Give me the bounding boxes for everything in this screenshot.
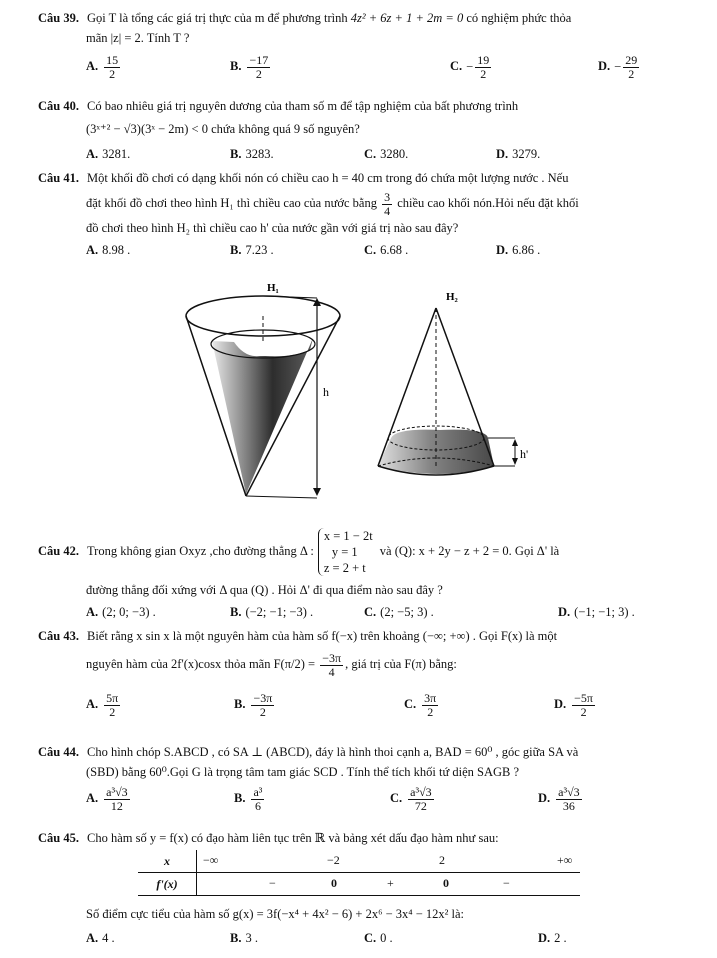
answer-options xyxy=(38,54,691,90)
option-b[interactable]: B. 7.23 . xyxy=(230,243,274,257)
question-text: Có bao nhiêu giá trị nguyên dương của tham số m để tập nghiệm của bất phương trình xyxy=(86,99,519,113)
cone-figure xyxy=(170,278,570,508)
option-d[interactable]: D. 2 . xyxy=(538,931,567,945)
question-42 xyxy=(38,526,691,619)
question-text: Biết rằng x sin x là một nguyên hàm của hàm số f(−x) trên khoảng (−∞; +∞) . Gọi F(x) là một xyxy=(86,629,558,643)
table-row-x: −∞ −2 2 +∞ xyxy=(203,853,573,867)
question-text: mãn |z| = 2. Tính T ? xyxy=(86,31,190,45)
option-b[interactable]: B. $\frac{-3\pi}{2}$ xyxy=(234,691,273,719)
option-a[interactable]: A. 4 . xyxy=(86,931,115,945)
question-number: Câu 42. xyxy=(38,544,79,558)
question-text: Cho hình chóp S.ABCD , có SA ⊥ (ABCD), đáy là hình thoi cạnh a, BAD = 60⁰ , góc giữa SA và xyxy=(86,745,579,759)
question-number: Câu 40. xyxy=(38,99,79,113)
option-d[interactable]: D. − $\frac{29}{2}$ xyxy=(598,53,638,81)
question-44 xyxy=(38,742,691,813)
option-c[interactable]: C. 3280. xyxy=(364,147,409,161)
cone-h1 xyxy=(186,282,340,498)
option-c[interactable]: C. − $\frac{19}{2}$ xyxy=(450,53,490,81)
option-b[interactable]: B. 3 . xyxy=(230,931,258,945)
option-b[interactable]: B. 3283. xyxy=(230,147,274,161)
question-text: nguyên hàm của 2f'(x)cosx thỏa mãn F(π/2) = xyxy=(86,657,316,671)
h2-label: H₂ xyxy=(446,291,458,303)
question-text: (3ˣ⁺² − √3)(3ˣ − 2m) < 0 chứa không quá 9 số nguyên? xyxy=(86,122,360,136)
table-head-x: x xyxy=(138,850,197,873)
question-text: Một khối đồ chơi có dạng khối nón có chiều cao h = 40 cm trong đó chứa một lượng nước . Nếu xyxy=(86,171,569,185)
question-text: (SBD) bằng 60⁰.Gọi G là trọng tâm tam giác SCD . Tính thể tích khối tứ diện SAGB ? xyxy=(86,765,520,779)
option-a[interactable]: A. 8.98 . xyxy=(86,243,131,257)
question-number: Câu 41. xyxy=(38,171,79,185)
question-text: đồ chơi theo hình H₂ thì chiều cao h' của nước gần với giá trị nào sau đây? xyxy=(86,221,459,235)
question-text: Gọi T là tổng các giá trị thực của m để phương trình xyxy=(86,11,348,25)
question-text: có nghiệm phức thỏa xyxy=(466,11,572,25)
question-43 xyxy=(38,626,691,719)
option-b[interactable]: B. $\frac{\text{a³}}{6}$ xyxy=(234,785,263,813)
question-number: Câu 44. xyxy=(38,745,79,759)
question-40 xyxy=(38,96,691,161)
answer-options xyxy=(38,144,691,164)
line-system: x = 1 − 2t y = 1 z = 2 + t xyxy=(318,528,373,576)
question-text: Trong không gian Oxyz ,cho đường thẳng Δ : xyxy=(86,544,314,558)
option-b[interactable]: B. (−2; −1; −3) . xyxy=(230,605,314,619)
question-number: Câu 45. xyxy=(38,831,79,845)
option-a[interactable]: A. $\frac{15}{2}$ xyxy=(86,53,119,81)
option-c[interactable]: C. (2; −5; 3) . xyxy=(364,605,434,619)
question-45 xyxy=(38,828,691,848)
hp-label: h' xyxy=(520,447,529,461)
cone-h2 xyxy=(378,291,528,475)
option-d[interactable]: D. 3279. xyxy=(496,147,541,161)
option-a[interactable]: A. 3281. xyxy=(86,147,131,161)
table-row-fprime: − 0 + 0 − xyxy=(269,876,510,890)
option-a[interactable]: A. $\frac{\text{a³√3}}{12}$ xyxy=(86,785,128,813)
answer-options xyxy=(38,240,691,260)
answer-options xyxy=(38,786,691,822)
question-text: Số điểm cực tiểu của hàm số g(x) = 3f(−x⁴ + 4x² − 6) + 2x⁶ − 3x⁴ − 12x² là: xyxy=(86,907,465,921)
question-41 xyxy=(38,168,691,257)
question-text: đặt khối đồ chơi theo hình H₁ thì chiều cao của nước bằng xyxy=(86,196,377,210)
fraction: $\frac{-3\pi}{4}$ xyxy=(322,650,342,679)
question-number: Câu 43. xyxy=(38,629,79,643)
question-text: và (Q): x + 2y − z + 2 = 0. Gọi Δ' là xyxy=(379,544,560,558)
option-c[interactable]: C. $\frac{\text{a³√3}}{72}$ xyxy=(390,785,432,813)
question-text: chiều cao khối nón.Hỏi nếu đặt khối xyxy=(397,196,579,210)
sign-table xyxy=(138,850,580,896)
equation: 4z² + 6z + 1 + 2m = 0 xyxy=(350,11,464,25)
option-d[interactable]: D. 6.86 . xyxy=(496,243,541,257)
question-text: , giá trị của F(π) bằng: xyxy=(345,657,457,671)
option-d[interactable]: D. $\frac{\text{a³√3}}{36}$ xyxy=(538,785,580,813)
option-c[interactable]: C. 0 . xyxy=(364,931,393,945)
question-45-cont xyxy=(38,904,691,945)
answer-options xyxy=(38,692,691,728)
question-text: Cho hàm số y = f(x) có đạo hàm liên tục trên ℝ và bảng xét dấu đạo hàm như sau: xyxy=(86,831,499,845)
table-head-fprime: f'(x) xyxy=(138,873,197,896)
option-c[interactable]: C. $\frac{3\pi}{2}$ xyxy=(404,691,437,719)
h1-label: H₁ xyxy=(267,282,279,294)
option-b[interactable]: B. $\frac{-17}{2}$ xyxy=(230,53,269,81)
question-39 xyxy=(38,8,691,81)
question-text: đường thẳng đối xứng với Δ qua (Q) . Hỏi Δ' đi qua điểm nào sau đây ? xyxy=(86,583,443,598)
h-label: h xyxy=(323,385,329,399)
option-c[interactable]: C. 6.68 . xyxy=(364,243,409,257)
fraction: $\frac{3}{4}$ xyxy=(384,189,391,218)
answer-options xyxy=(38,928,691,948)
option-a[interactable]: A. (2; 0; −3) . xyxy=(86,605,156,619)
option-d[interactable]: D. $\frac{-5\pi}{2}$ xyxy=(554,691,593,719)
option-d[interactable]: D. (−1; −1; 3) . xyxy=(558,605,635,619)
option-a[interactable]: A. $\frac{5\pi}{2}$ xyxy=(86,691,119,719)
question-number: Câu 39. xyxy=(38,11,79,25)
answer-options xyxy=(38,602,691,622)
